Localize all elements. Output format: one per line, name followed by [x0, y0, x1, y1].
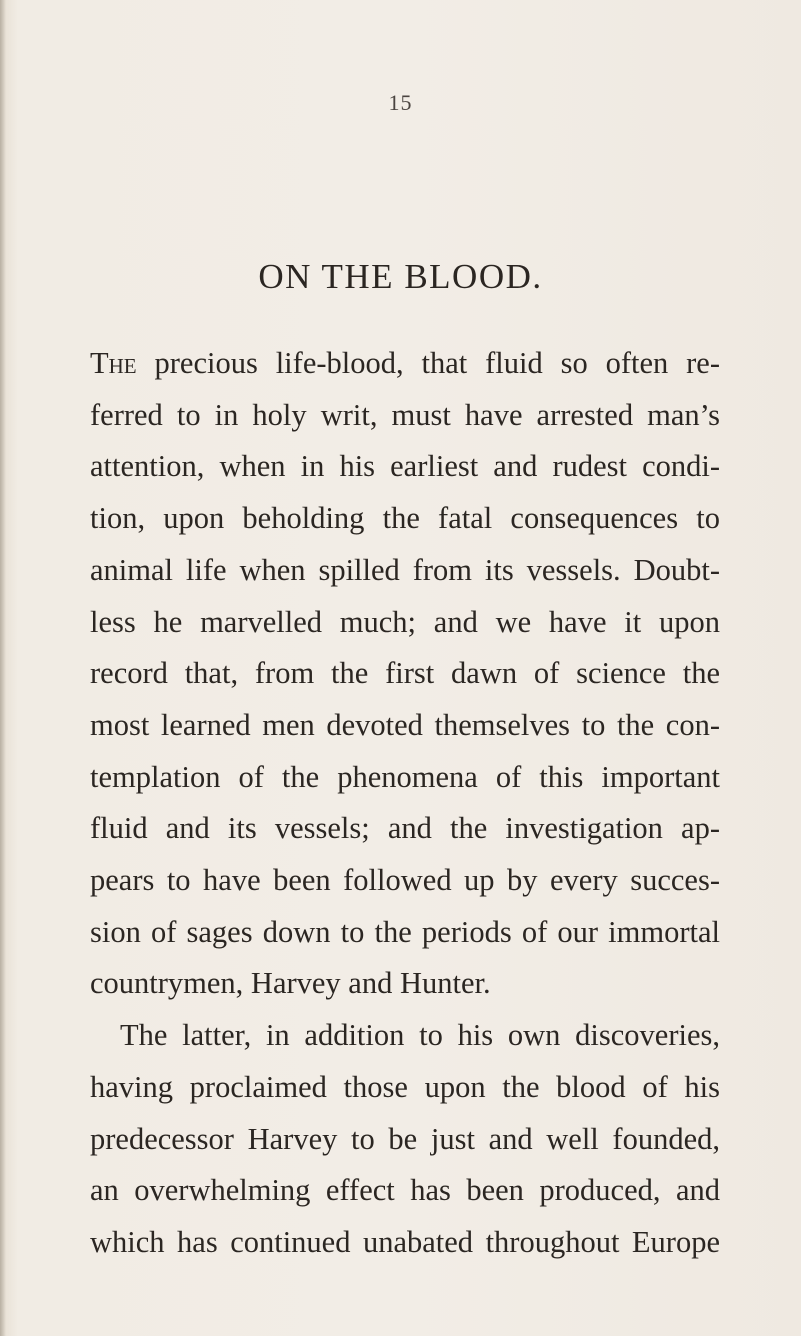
page-number: 15 — [388, 90, 413, 115]
text-line — [90, 338, 720, 390]
text-line: most learned men devoted themselves to the con- — [90, 707, 720, 742]
text-line: animal life when spilled from its vessels. Doubt- — [90, 552, 720, 587]
text-line: pears to have been followed up by every succes- — [90, 863, 720, 898]
text-line: which has continued unabated throughout Europe — [90, 1224, 720, 1259]
body-text — [90, 338, 720, 1269]
lead-word: The — [90, 346, 137, 380]
text-line: less he marvelled much; and we have it upon — [90, 604, 720, 639]
text-line: an overwhelming effect has been produced, and — [90, 1173, 720, 1208]
text-line: The latter, in addition to his own discoveries, — [120, 1018, 720, 1053]
text-line: fluid and its vessels; and the investigation ap- — [90, 811, 720, 846]
text-line: ferred to in holy writ, must have arrested man’s — [90, 397, 720, 432]
text-line: predecessor Harvey to be just and well founded, — [90, 1121, 720, 1156]
page-gutter — [0, 0, 6, 1336]
text-line: attention, when in his earliest and rudest condi- — [90, 449, 720, 484]
text-line: record that, from the first dawn of science the — [90, 656, 720, 691]
text-line: countrymen, Harvey and Hunter. — [90, 966, 491, 1001]
text-line: templation of the phenomena of this important — [90, 759, 720, 794]
text-line: having proclaimed those upon the blood of his — [90, 1069, 720, 1104]
chapter-title: ON THE BLOOD. — [258, 257, 543, 296]
text-line: tion, upon beholding the fatal consequences to — [90, 501, 720, 536]
line-text: precious life-blood, that fluid so often re- — [136, 346, 720, 380]
text-line: sion of sages down to the periods of our immortal — [90, 914, 720, 949]
